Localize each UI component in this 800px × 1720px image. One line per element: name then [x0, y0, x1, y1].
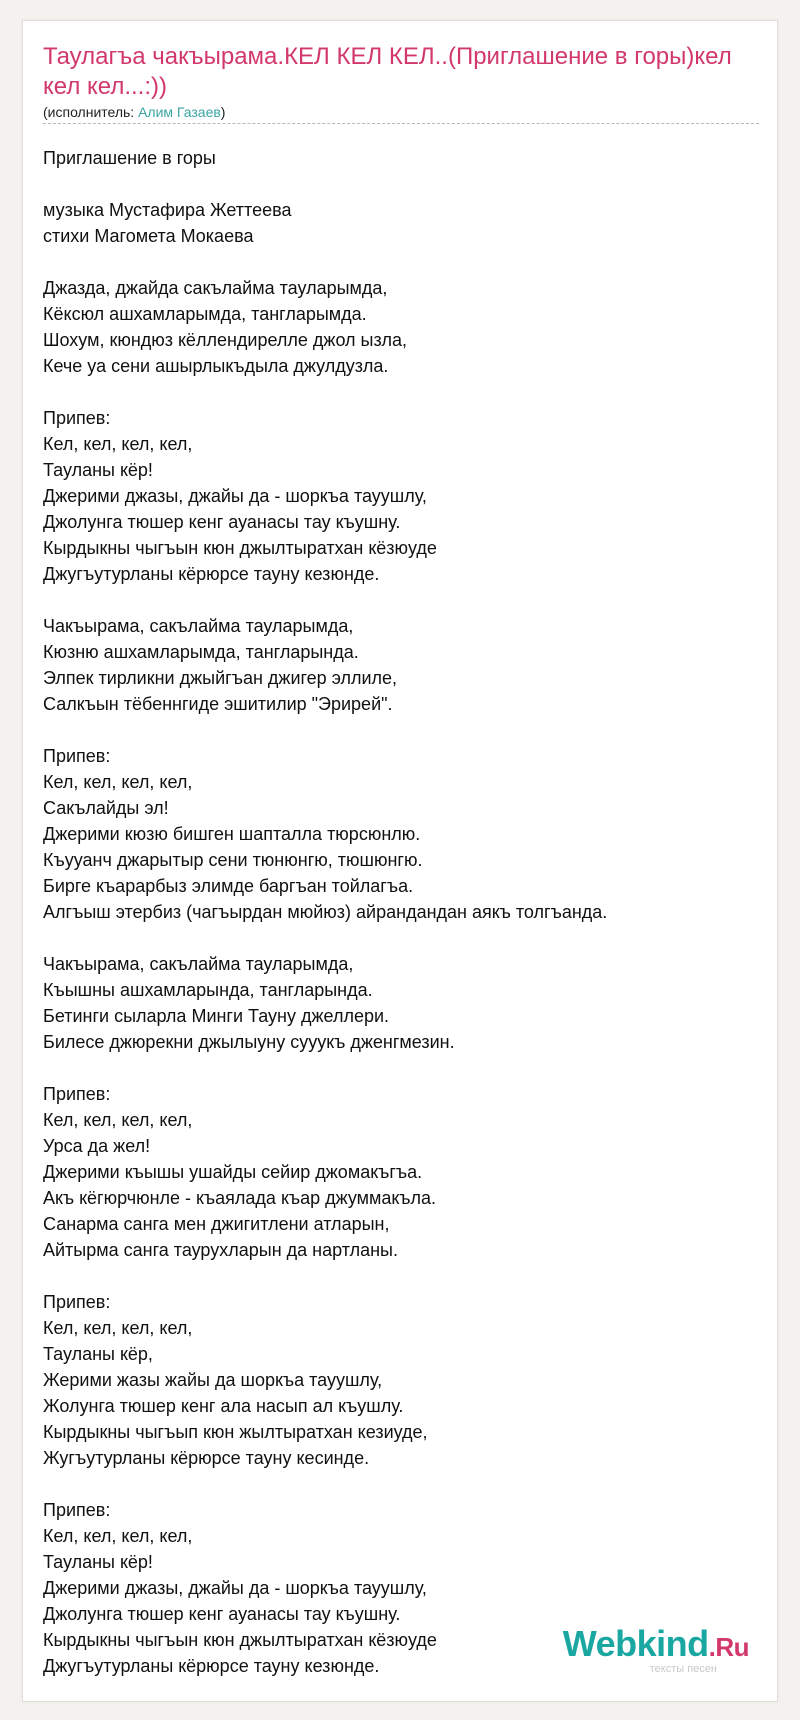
lyrics-line: Кел, кел, кел, кел, — [43, 772, 193, 792]
logo-wordmark — [562, 1623, 749, 1665]
lyrics-line: Припев: — [43, 1500, 111, 1520]
lyrics-line: Тауланы кёр, — [43, 1344, 153, 1364]
lyrics-line: Кел, кел, кел, кел, — [43, 1110, 193, 1130]
lyrics-line: стихи Магомета Мокаева — [43, 226, 254, 246]
lyrics-line: Къышны ашхамларында, тангларында. — [43, 980, 373, 1000]
lyrics-line: Кел, кел, кел, кел, — [43, 434, 193, 454]
lyrics-line: Приглашение в горы — [43, 148, 216, 168]
lyrics-stanza — [43, 613, 759, 717]
lyrics-line: Джерими къышы ушайды сейир джомакъгъа. — [43, 1162, 423, 1182]
lyrics-line: Тауланы кёр! — [43, 460, 153, 480]
lyrics-stanza — [43, 275, 759, 379]
lyrics-stanza — [43, 743, 759, 925]
logo-tld: .Ru — [708, 1632, 749, 1662]
lyrics-line: Джерими джазы, джайы да - шоркъа тауушлу, — [43, 1578, 427, 1598]
lyrics-line: Тауланы кёр! — [43, 1552, 153, 1572]
artist-line — [43, 103, 225, 121]
lyrics-line: Чакъырама, сакълайма тауларымда, — [43, 954, 354, 974]
lyrics-line: Припев: — [43, 1292, 111, 1312]
divider — [43, 123, 759, 124]
lyrics-line: Жерими жазы жайы да шоркъа тауушлу, — [43, 1370, 383, 1390]
lyrics-line: Джазда, джайда сакълайма тауларымда, — [43, 278, 388, 298]
lyrics-line: Элпек тирликни джыйгъан джигер эллиле, — [43, 668, 398, 688]
site-logo[interactable] — [562, 1623, 749, 1675]
lyrics-line: Салкъын тёбеннгиде эшитилир "Эрирей". — [43, 694, 393, 714]
lyrics-line: Билесе джюрекни джылыуну сууукъ дженгмезин. — [43, 1032, 455, 1052]
lyrics-line: Кёксюл ашхамларымда, тангларымда. — [43, 304, 367, 324]
lyrics-line: музыка Мустафира Жеттеева — [43, 200, 292, 220]
lyrics-line: Кырдыкны чыгъын кюн джылтыратхан кёзюуде — [43, 538, 437, 558]
logo-tagline: тексты песен — [649, 1663, 717, 1675]
logo-word: Webkind — [562, 1623, 709, 1664]
lyrics-line: Кел, кел, кел, кел, — [43, 1318, 193, 1338]
lyrics-line: Кырдыкны чыгъып кюн жылтыратхан кезиуде, — [43, 1422, 428, 1442]
artist-prefix: (исполнитель: — [43, 104, 139, 120]
lyrics-line: Джугъутурланы кёрюрсе тауну кезюнде. — [43, 564, 380, 584]
lyrics-line: Кел, кел, кел, кел, — [43, 1526, 193, 1546]
lyrics-stanza — [43, 1081, 759, 1263]
lyrics-stanza — [43, 951, 759, 1055]
lyrics-stanza — [43, 145, 759, 171]
lyrics-line: Санарма санга мен джигитлени атларын, — [43, 1214, 390, 1234]
lyrics-line: Шохум, кюндюз кёллендирелле джол ызла, — [43, 330, 408, 350]
lyrics-line: Къууанч джарытыр сени тюнюнгю, тюшюнгю. — [43, 850, 423, 870]
lyrics-line: Джугъутурланы кёрюрсе тауну кезюнде. — [43, 1656, 380, 1676]
lyrics-line: Припев: — [43, 1084, 111, 1104]
lyrics-line: Акъ кёгюрчюнле - къаялада къар джуммакъла. — [43, 1188, 437, 1208]
lyrics-line: Бирге къарарбыз элимде баргъан тойлагъа. — [43, 876, 414, 896]
lyrics-line: Жолунга тюшер кенг ала насып ал къушлу. — [43, 1396, 404, 1416]
lyrics-line: Бетинги сыларла Минги Тауну джеллери. — [43, 1006, 390, 1026]
lyrics-line: Кырдыкны чыгъын кюн джылтыратхан кёзюуде — [43, 1630, 437, 1650]
lyrics-line: Джолунга тюшер кенг ауанасы тау къушну. — [43, 1604, 401, 1624]
lyrics-line: Сакълайды эл! — [43, 798, 169, 818]
lyrics-line: Урса да жел! — [43, 1136, 151, 1156]
lyrics-line: Алгъыш этербиз (чагъырдан мюйюз) айрандандан аякъ толгъанда. — [43, 902, 608, 922]
artist-link[interactable]: Алим Газаев — [138, 104, 221, 120]
lyrics-line: Айтырма санга таурухларын да нартланы. — [43, 1240, 398, 1260]
lyrics-line: Джерими джазы, джайы да - шоркъа тауушлу, — [43, 486, 427, 506]
lyrics-stanza — [43, 197, 759, 249]
lyrics-line: Жугъутурланы кёрюрсе тауну кесинде. — [43, 1448, 370, 1468]
artist-suffix: ) — [220, 104, 226, 120]
page-title: Таулагъа чакъырама.КЕЛ КЕЛ КЕЛ..(Приглашение в горы)кел кел кел...:)) — [43, 43, 732, 100]
lyrics-card — [22, 20, 778, 1702]
lyrics-line: Джолунга тюшер кенг ауанасы тау къушну. — [43, 512, 401, 532]
lyrics-line: Кюзню ашхамларымда, тангларында. — [43, 642, 359, 662]
lyrics-line: Джерими кюзю бишген шапталла тюрсюнлю. — [43, 824, 421, 844]
lyrics-stanza — [43, 1289, 759, 1471]
lyrics-line: Припев: — [43, 408, 111, 428]
lyrics-line: Припев: — [43, 746, 111, 766]
lyrics-line: Кече уа сени ашырлыкъдыла джулдузла. — [43, 356, 389, 376]
lyrics-line: Чакъырама, сакълайма тауларымда, — [43, 616, 354, 636]
lyrics-body — [43, 145, 759, 1705]
lyrics-stanza — [43, 405, 759, 587]
